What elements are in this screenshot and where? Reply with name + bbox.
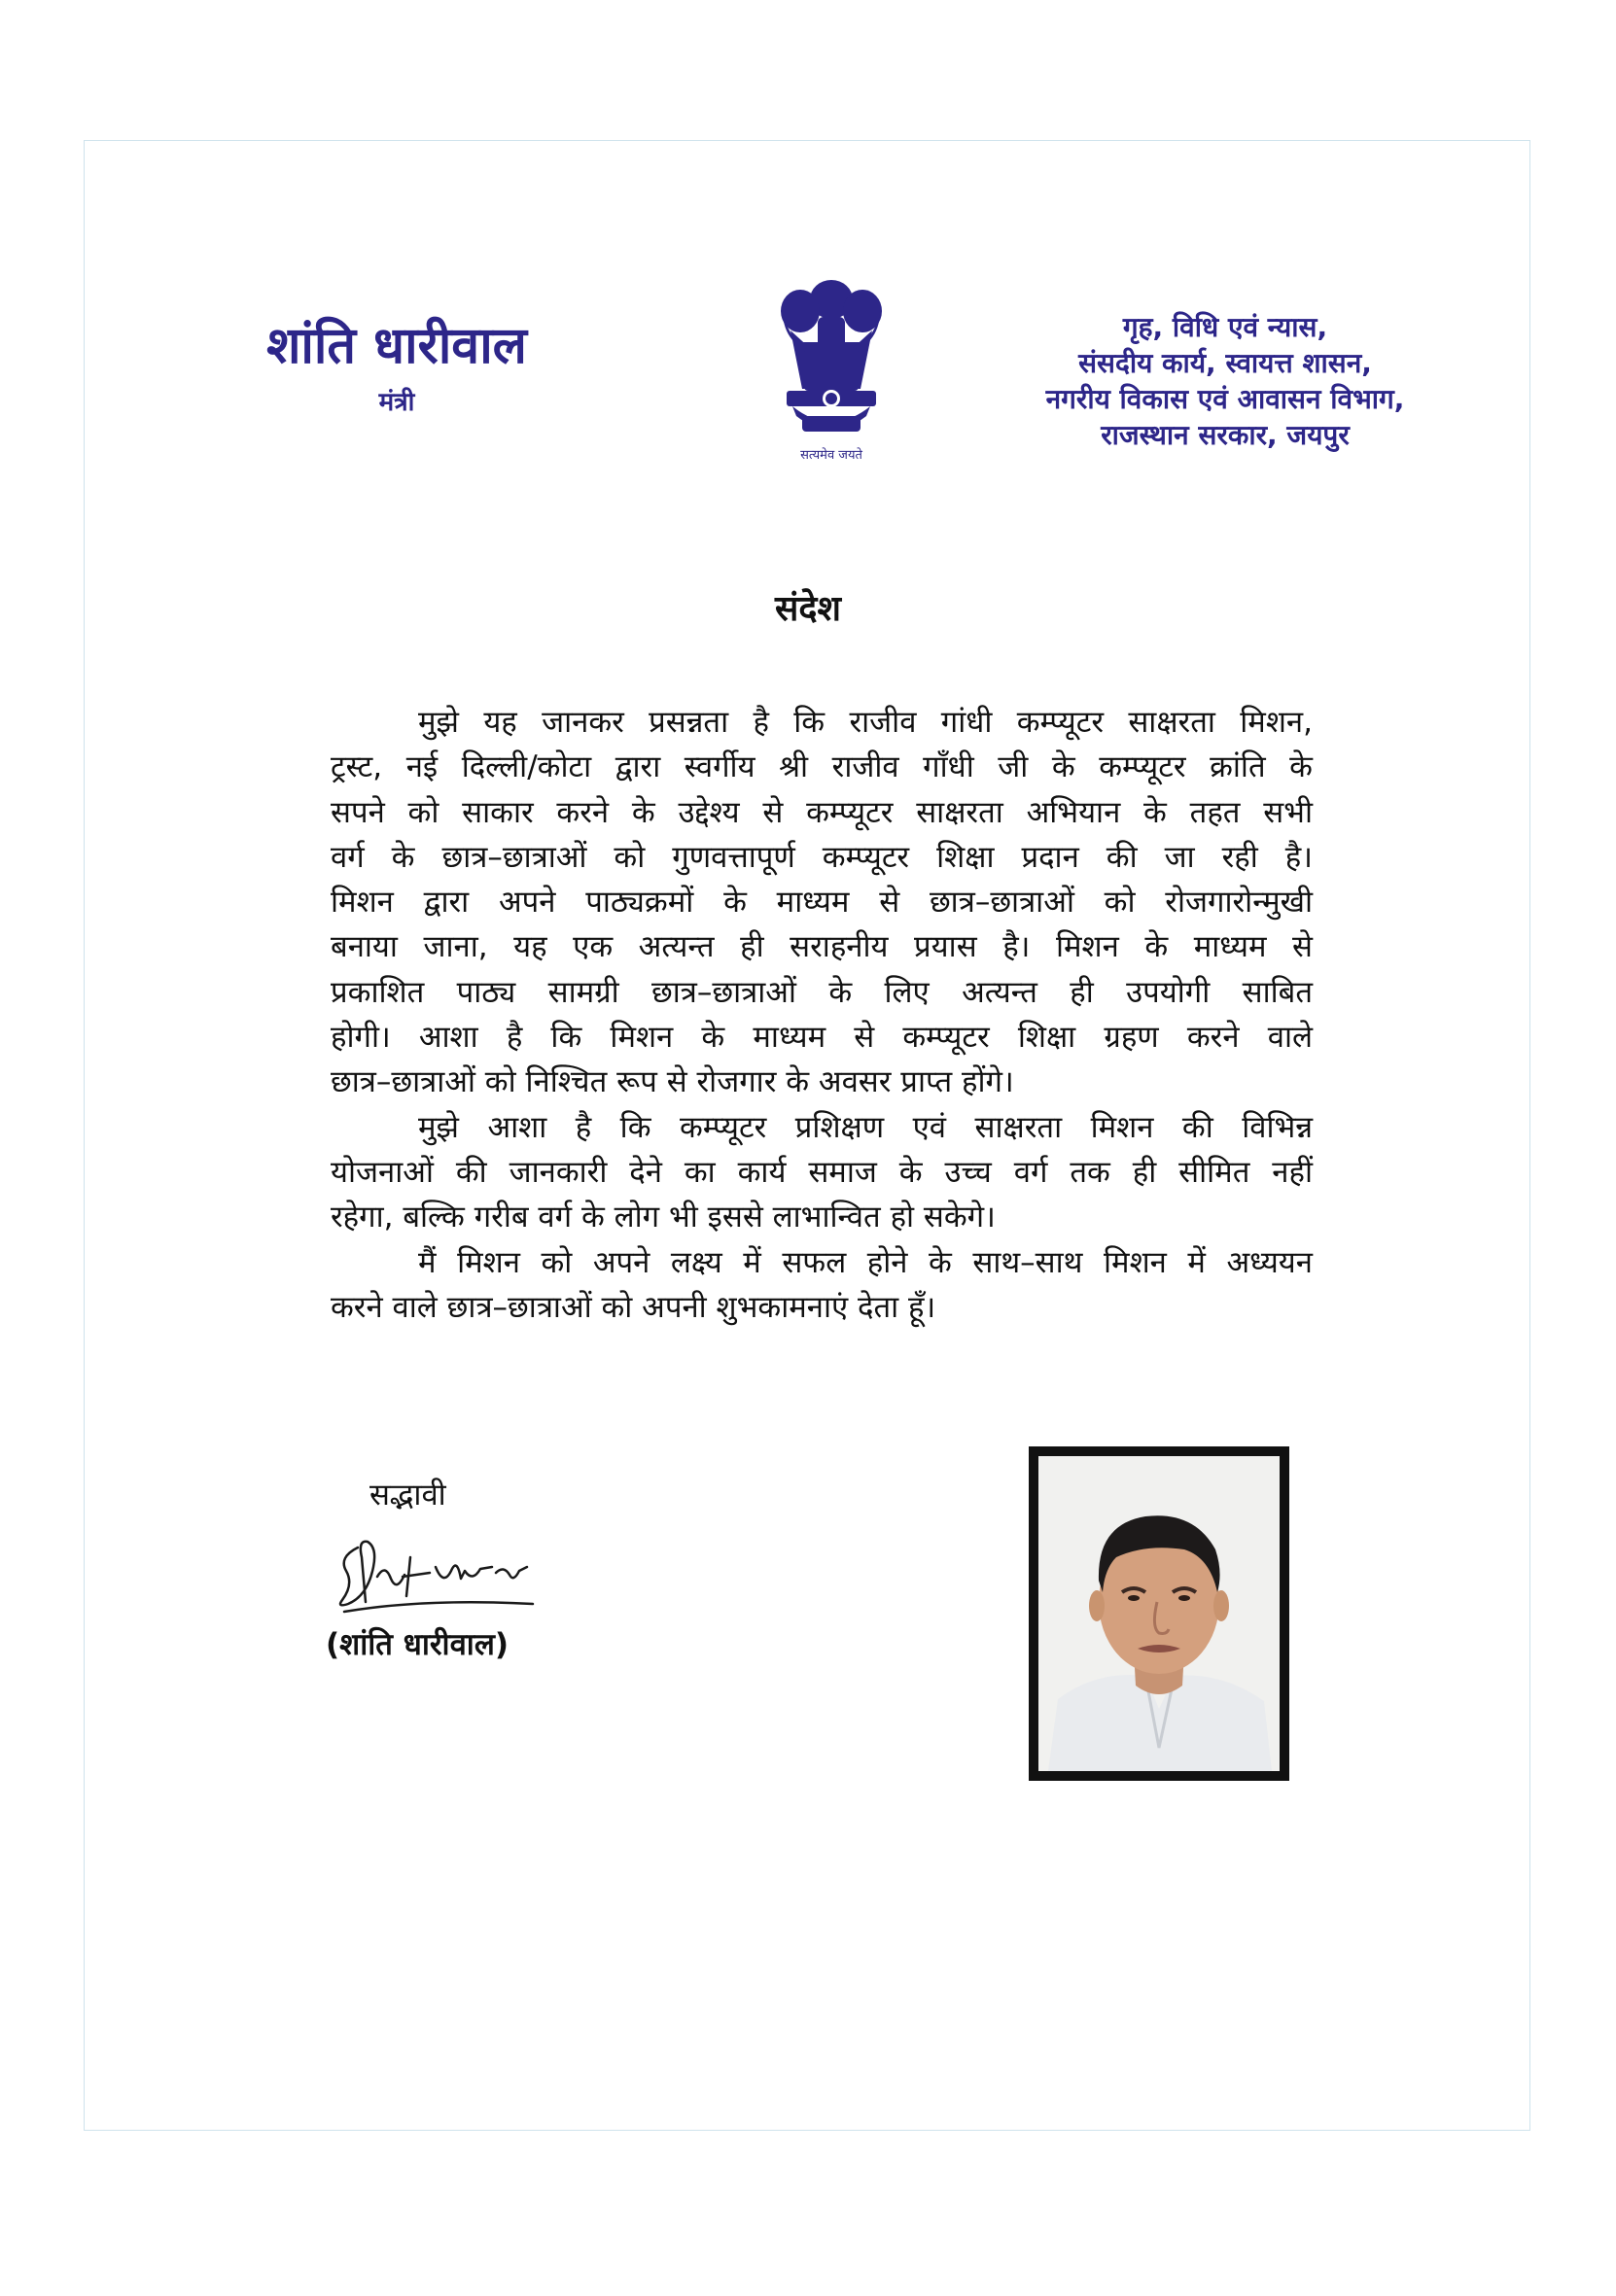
- letter-heading: संदेश: [775, 589, 841, 629]
- body-line: मिशन द्वारा अपने पाठ्यक्रमों के माध्यम से छात्र–छात्राओं को रोजगारोन्मुखी: [331, 885, 1313, 921]
- handwritten-signature: [329, 1528, 562, 1616]
- closing-regards: सद्भावी: [369, 1478, 446, 1513]
- body-line: करने वाले छात्र–छात्राओं को अपनी शुभकामनाएं देता हूँ।: [331, 1289, 936, 1325]
- body-line: ट्रस्ट, नई दिल्ली/कोटा द्वारा स्वर्गीय श्री राजीव गाँधी जी के कम्प्यूटर क्रांति के: [331, 749, 1313, 785]
- department-line: गृह, विधि एवं न्यास,: [1122, 311, 1328, 343]
- body-line: बनाया जाना, यह एक अत्यन्त ही सराहनीय प्रयास है। मिशन के माध्यम से: [331, 929, 1313, 965]
- minister-title: मंत्री: [378, 388, 415, 417]
- emblem-motto: सत्यमेव जयते: [800, 448, 862, 463]
- body-line: मुझे यह जानकर प्रसन्नता है कि राजीव गांधी कम्प्यूटर साक्षरता मिशन,: [418, 705, 1313, 740]
- body-line: वर्ग के छात्र–छात्राओं को गुणवत्तापूर्ण कम्प्यूटर शिक्षा प्रदान की जा रही है।: [331, 839, 1313, 875]
- department-block: [1011, 309, 1439, 453]
- body-line: होगी। आशा है कि मिशन के माध्यम से कम्प्यूटर शिक्षा ग्रहण करने वाले: [331, 1020, 1313, 1056]
- body-line: योजनाओं की जानकारी देने का कार्य समाज के उच्च वर्ग तक ही सीमित नहीं: [331, 1154, 1313, 1190]
- body-line: मुझे आशा है कि कम्प्यूटर प्रशिक्षण एवं साक्षरता मिशन की विभिन्न: [418, 1109, 1313, 1145]
- letter-body: [331, 700, 1313, 1330]
- department-line: संसदीय कार्य, स्वायत्त शासन,: [1078, 347, 1372, 379]
- body-line: सपने को साकार करने के उद्देश्य से कम्प्यूटर साक्षरता अभियान के तहत सभी: [331, 794, 1313, 830]
- body-line: मैं मिशन को अपने लक्ष्य में सफल होने के साथ–साथ मिशन में अध्ययन: [418, 1244, 1313, 1280]
- body-line: रहेगा, बल्कि गरीब वर्ग के लोग भी इससे लाभान्वित हो सकेगे।: [331, 1200, 996, 1235]
- department-line: नगरीय विकास एवं आवासन विभाग,: [1045, 383, 1405, 415]
- department-line: राजस्थान सरकार, जयपुर: [1101, 419, 1350, 451]
- minister-photo: [1029, 1446, 1289, 1781]
- national-emblem-icon: [754, 272, 909, 467]
- signatory-name: (शांति धारीवाल): [326, 1627, 509, 1662]
- body-line: छात्र–छात्राओं को निश्चित रूप से रोजगार के अवसर प्राप्त होंगे।: [331, 1064, 1014, 1100]
- body-line: प्रकाशित पाठ्य सामग्री छात्र–छात्राओं के लिए अत्यन्त ही उपयोगी साबित: [331, 974, 1313, 1010]
- minister-name: शांति धारीवाल: [266, 317, 527, 375]
